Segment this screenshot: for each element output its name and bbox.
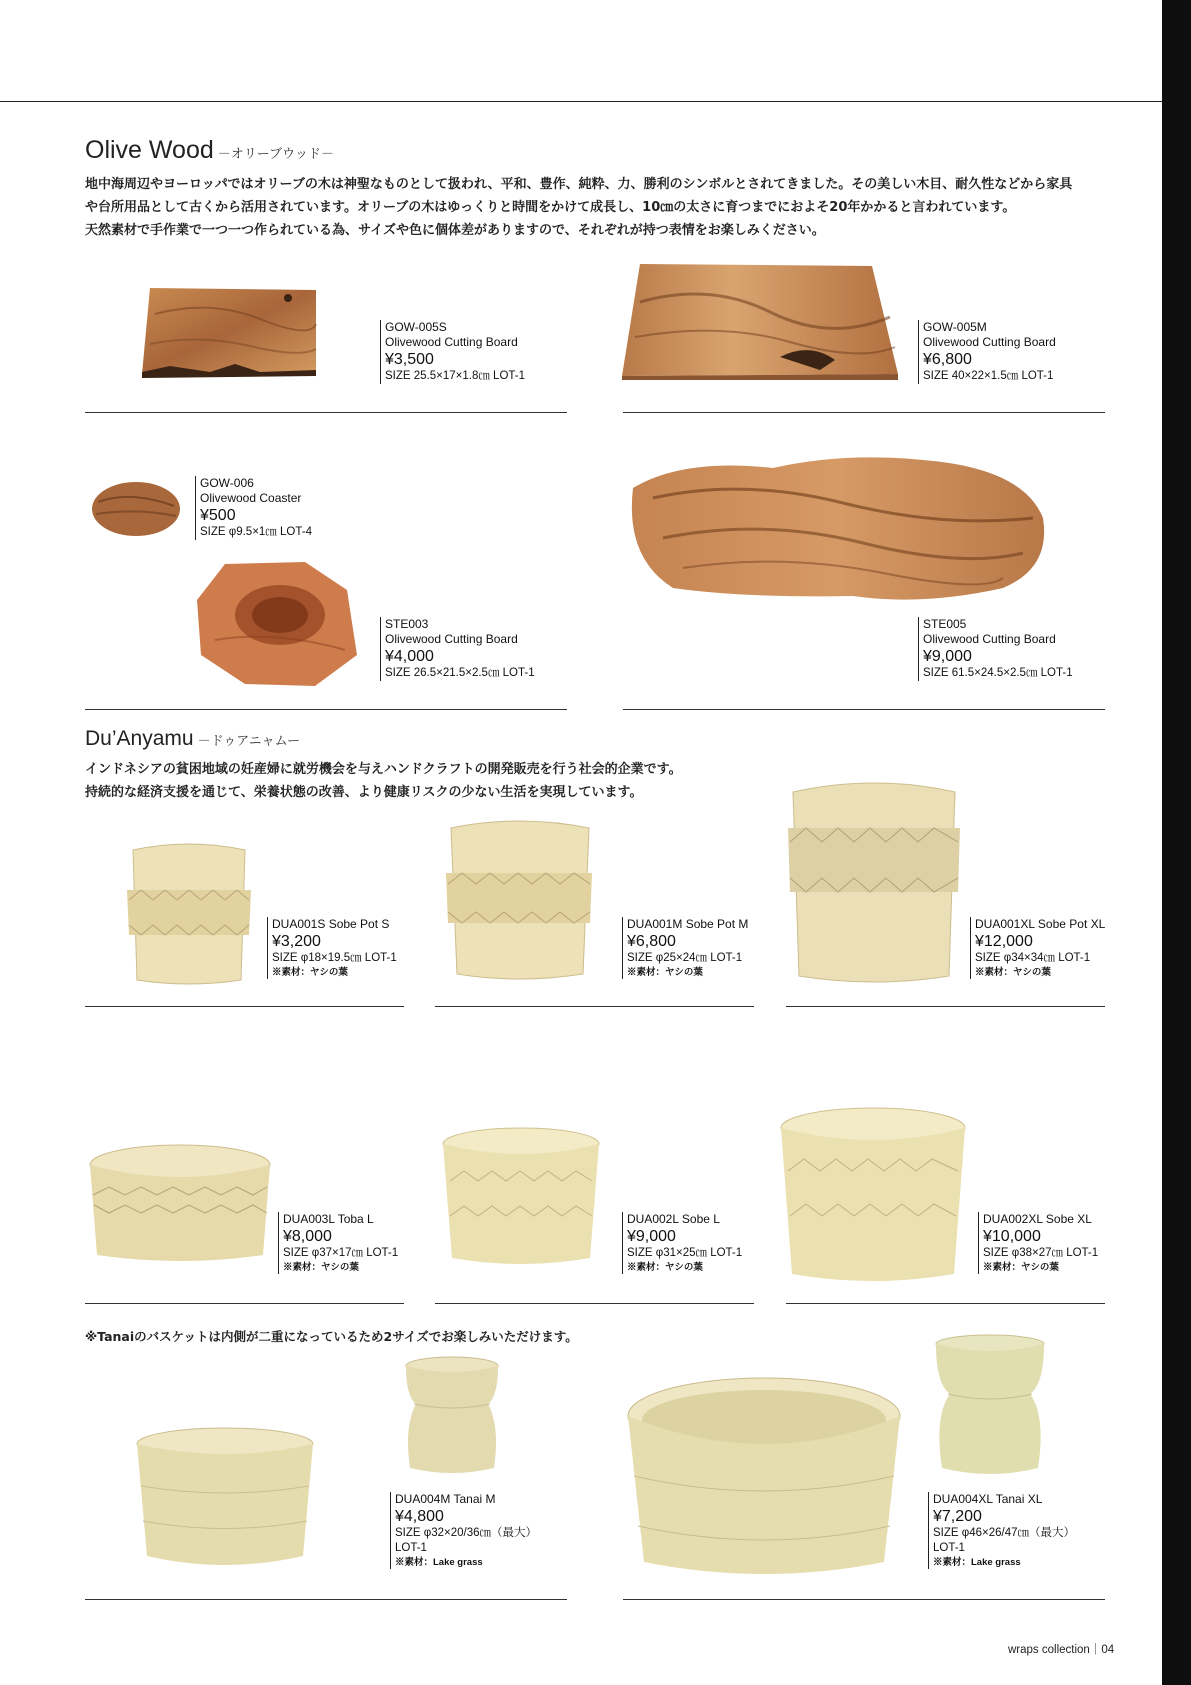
duanyamu-subtitle: －ドゥアニャムー <box>197 733 300 748</box>
duanyamu-section-title <box>85 727 300 751</box>
product-price: ¥7,200 <box>933 1508 982 1525</box>
header-rule <box>0 101 1162 102</box>
divider <box>85 1599 567 1600</box>
product-size: SIZE 26.5×21.5×2.5㎝ LOT-1 <box>385 667 535 679</box>
product-price: ¥8,000 <box>283 1228 332 1245</box>
product-name: DUA003L Toba L <box>283 1212 374 1226</box>
product-price: ¥4,800 <box>395 1508 444 1525</box>
duanyamu-intro <box>85 758 682 804</box>
product-size: SIZE φ32×20/36㎝（最大） <box>395 1527 537 1539</box>
product-name: Olivewood Coaster <box>200 491 302 505</box>
divider <box>623 1599 1105 1600</box>
sobe-l-basket-image <box>440 1126 602 1266</box>
product-name: Olivewood Cutting Board <box>385 632 518 646</box>
product-lot: LOT-1 <box>395 1542 427 1554</box>
product-size: SIZE 25.5×17×1.8㎝ LOT-1 <box>385 370 525 382</box>
product-price: ¥12,000 <box>975 933 1033 950</box>
sobe-xl-basket-image <box>778 1106 968 1286</box>
product-material: ※素材：ヤシの葉 <box>272 967 348 978</box>
product-code: STE005 <box>923 617 967 631</box>
product-price: ¥6,800 <box>923 351 972 368</box>
product-size: SIZE φ38×27㎝ LOT-1 <box>983 1247 1099 1259</box>
divider <box>85 709 567 710</box>
product-price: ¥3,200 <box>272 933 321 950</box>
olivewood-coaster-image <box>90 480 182 538</box>
product-size: SIZE φ46×26/47㎝（最大） <box>933 1527 1075 1539</box>
product-code: STE003 <box>385 617 429 631</box>
divider <box>786 1006 1105 1007</box>
olive-intro <box>85 173 1072 242</box>
product-name: DUA004M Tanai M <box>395 1492 496 1506</box>
product-price: ¥4,000 <box>385 648 434 665</box>
tanai-m-wide-basket-image <box>135 1426 315 1570</box>
product-code: GOW-005M <box>923 320 987 334</box>
product-name: DUA004XL Tanai XL <box>933 1492 1043 1506</box>
product-name: DUA002L Sobe L <box>627 1212 720 1226</box>
product-info-dua001s <box>267 917 397 979</box>
olive-title: Olive Wood <box>85 136 214 164</box>
product-price: ¥9,000 <box>923 648 972 665</box>
product-size: SIZE φ9.5×1㎝ LOT-4 <box>200 526 312 538</box>
product-price: ¥9,000 <box>627 1228 676 1245</box>
product-size: SIZE φ37×17㎝ LOT-1 <box>283 1247 399 1259</box>
product-name: DUA001XL Sobe Pot XL <box>975 917 1106 931</box>
toba-l-basket-image <box>85 1143 275 1265</box>
product-code: GOW-005S <box>385 320 447 334</box>
product-size: SIZE φ18×19.5㎝ LOT-1 <box>272 952 397 964</box>
page-footer: wraps collection｜04 <box>1008 1644 1115 1656</box>
olive-intro-line: や台所用品として古くから活用されています。オリーブの木はゆっくりと時間をかけて成長し、10㎝の太さに育つまでにおよそ20年かかると言われています。 <box>85 200 1016 215</box>
product-code: GOW-006 <box>200 476 254 490</box>
olivewood-board-ste005-image <box>623 448 1053 608</box>
product-name: DUA001M Sobe Pot M <box>627 917 749 931</box>
tanai-xl-wide-basket-image <box>626 1376 902 1580</box>
sobe-pot-xl-image <box>785 780 963 984</box>
tanai-note: ※Tanaiのバスケットは内側が二重になっているため2サイズでお楽しみいただけます。 <box>85 1329 578 1344</box>
olive-intro-line: 天然素材で手作業で一つ一つ作られている為、サイズや色に個体差がありますので、それぞれが持つ表情をお楽しみください。 <box>85 223 825 238</box>
duanyamu-intro-line: 持続的な経済支援を通じて、栄養状態の改善、より健康リスクの少ない生活を実現しています。 <box>85 785 643 800</box>
olivewood-board-small-image <box>140 284 320 380</box>
divider <box>85 1006 404 1007</box>
page-edge-bar <box>1162 0 1191 1685</box>
product-info-gow006 <box>195 476 312 540</box>
product-price: ¥6,800 <box>627 933 676 950</box>
product-name: Olivewood Cutting Board <box>385 335 518 349</box>
product-info-dua004xl <box>928 1492 1075 1569</box>
product-size: SIZE 40×22×1.5㎝ LOT-1 <box>923 370 1054 382</box>
olive-intro-line: 地中海周辺やヨーロッパではオリーブの木は神聖なものとして扱われ、平和、豊作、純粋、力、勝利のシンボルとされてきました。その美しい木目、耐久性などから家具 <box>85 177 1073 192</box>
product-info-dua001m <box>622 917 748 979</box>
product-info-dua002l <box>622 1212 742 1274</box>
divider <box>623 709 1105 710</box>
product-name: DUA001S Sobe Pot S <box>272 917 390 931</box>
product-info-gow005m <box>918 320 1056 384</box>
tanai-xl-tall-basket-image <box>932 1334 1048 1476</box>
sobe-pot-m-image <box>443 818 595 981</box>
divider <box>435 1006 754 1007</box>
product-info-dua002xl <box>978 1212 1098 1274</box>
product-name: Olivewood Cutting Board <box>923 632 1056 646</box>
product-info-dua001xl <box>970 917 1105 979</box>
product-material: ※素材：Lake grass <box>395 1557 483 1568</box>
product-size: SIZE φ25×24㎝ LOT-1 <box>627 952 743 964</box>
olivewood-board-medium-image <box>620 262 900 382</box>
product-size: SIZE 61.5×24.5×2.5㎝ LOT-1 <box>923 667 1073 679</box>
divider <box>85 412 567 413</box>
product-material: ※素材：ヤシの葉 <box>975 967 1051 978</box>
duanyamu-title: Du’Anyamu <box>85 727 194 750</box>
product-name: DUA002XL Sobe XL <box>983 1212 1092 1226</box>
product-material: ※素材：ヤシの葉 <box>627 1262 703 1273</box>
olive-subtitle: －オリーブウッド－ <box>217 146 334 161</box>
product-material: ※素材：ヤシの葉 <box>627 967 703 978</box>
product-material: ※素材：ヤシの葉 <box>283 1262 359 1273</box>
product-info-gow005s <box>380 320 525 384</box>
product-name: Olivewood Cutting Board <box>923 335 1056 349</box>
divider <box>786 1303 1105 1304</box>
olivewood-board-ste003-image <box>195 560 360 690</box>
product-material: ※素材：ヤシの葉 <box>983 1262 1059 1273</box>
duanyamu-intro-line: インドネシアの貧困地域の妊産婦に就労機会を与えハンドクラフトの開発販売を行う社会的企業です。 <box>85 762 682 777</box>
product-info-dua003l <box>278 1212 398 1274</box>
sobe-pot-s-image <box>125 840 253 985</box>
divider <box>435 1303 754 1304</box>
product-size: SIZE φ34×34㎝ LOT-1 <box>975 952 1091 964</box>
tanai-m-tall-basket-image <box>402 1356 502 1476</box>
product-size: SIZE φ31×25㎝ LOT-1 <box>627 1247 743 1259</box>
product-price: ¥10,000 <box>983 1228 1041 1245</box>
product-lot: LOT-1 <box>933 1542 965 1554</box>
olive-section-title <box>85 136 334 165</box>
product-info-ste003 <box>380 617 535 681</box>
divider <box>623 412 1105 413</box>
product-material: ※素材：Lake grass <box>933 1557 1021 1568</box>
product-info-dua004m <box>390 1492 537 1569</box>
product-info-ste005 <box>918 617 1073 681</box>
divider <box>85 1303 404 1304</box>
product-price: ¥3,500 <box>385 351 434 368</box>
product-price: ¥500 <box>200 507 236 524</box>
